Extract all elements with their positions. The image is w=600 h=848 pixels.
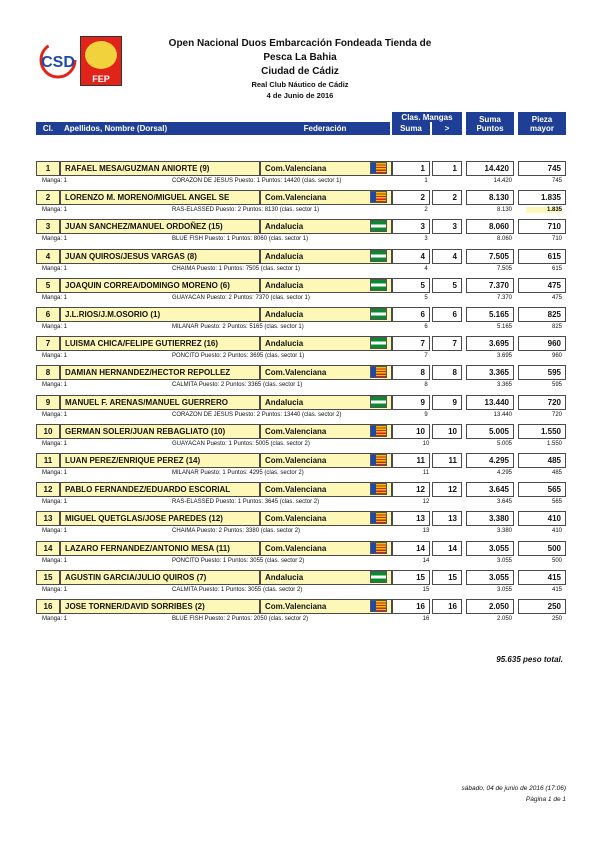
manga-pieza: 1.835 bbox=[526, 207, 562, 213]
manga-detail-row bbox=[36, 410, 568, 423]
manga-detail-row bbox=[36, 468, 568, 481]
suma-cell: 12 bbox=[392, 482, 430, 497]
col-gt: > bbox=[432, 122, 462, 135]
col-clas-mangas: Clas. Mangas bbox=[392, 112, 462, 122]
manga-clas: 16 bbox=[422, 616, 430, 622]
table-row bbox=[36, 190, 568, 205]
manga-detail-row bbox=[36, 264, 568, 277]
andalucia-flag-icon bbox=[370, 220, 387, 232]
manga-puntos: 7.370 bbox=[496, 295, 512, 301]
manga-detail: CORAZON DE JESUS Puesto: 2 Puntos: 13440 (clas. sector 2) bbox=[172, 412, 342, 418]
manga-detail-row bbox=[36, 439, 568, 452]
manga-detail: MILANAR Puesto: 2 Puntos: 5165 (clas. sector 1) bbox=[172, 324, 304, 330]
rank-cell: 5 bbox=[36, 278, 60, 293]
table-row bbox=[36, 249, 568, 264]
pieza-cell: 1.835 bbox=[518, 190, 566, 205]
federation-cell: Com.Valenciana bbox=[260, 161, 392, 176]
pieza-cell: 720 bbox=[518, 395, 566, 410]
manga-pieza: 720 bbox=[551, 412, 562, 418]
federation-cell: Com.Valenciana bbox=[260, 482, 392, 497]
manga-detail-row bbox=[36, 293, 568, 306]
federation-cell: Andalucia bbox=[260, 278, 392, 293]
pieza-cell: 485 bbox=[518, 453, 566, 468]
puntos-cell: 3.645 bbox=[466, 482, 514, 497]
manga-clas: 13 bbox=[422, 528, 430, 534]
puntos-cell: 3.695 bbox=[466, 336, 514, 351]
manga-pieza: 250 bbox=[551, 616, 562, 622]
federation-cell: Andalucia bbox=[260, 336, 392, 351]
pieza-cell: 1.550 bbox=[518, 424, 566, 439]
manga-detail: CHAIMA Puesto: 2 Puntos: 3380 (clas. sector 2) bbox=[172, 528, 301, 534]
manga-puntos: 4.295 bbox=[496, 470, 512, 476]
puntos-cell: 8.130 bbox=[466, 190, 514, 205]
table-row bbox=[36, 307, 568, 322]
name-cell: JUAN QUIROS/JESUS VARGAS (8) bbox=[60, 249, 260, 264]
suma-cell: 2 bbox=[392, 190, 430, 205]
rank-cell: 10 bbox=[36, 424, 60, 439]
manga-puntos: 3.695 bbox=[496, 353, 512, 359]
title-line-1: Open Nacional Duos Embarcación Fondeada Tienda de bbox=[168, 38, 432, 49]
title-line-3: Ciudad de Cádiz bbox=[261, 66, 339, 77]
manga-label: Manga: 1 bbox=[42, 616, 68, 622]
manga-puntos: 3.380 bbox=[496, 528, 512, 534]
name-cell: JOAQUIN CORREA/DOMINGO MORENO (6) bbox=[60, 278, 260, 293]
valencia-flag-icon bbox=[370, 542, 387, 554]
col-suma-puntos: Suma Puntos bbox=[466, 112, 514, 135]
puntos-cell: 7.370 bbox=[466, 278, 514, 293]
document-header bbox=[140, 37, 460, 101]
gt-cell: 3 bbox=[432, 219, 462, 234]
pieza-cell: 250 bbox=[518, 599, 566, 614]
manga-detail: BLUE FISH Puesto: 1 Puntos: 8060 (clas. sector 1) bbox=[172, 236, 309, 242]
pieza-cell: 410 bbox=[518, 511, 566, 526]
puntos-cell: 3.055 bbox=[466, 541, 514, 556]
manga-clas: 11 bbox=[422, 470, 430, 476]
federation-cell: Andalucia bbox=[260, 307, 392, 322]
manga-label: Manga: 1 bbox=[42, 207, 68, 213]
manga-detail: MILANAR Puesto: 1 Puntos: 4295 (clas. sector 2) bbox=[172, 470, 304, 476]
col-suma: Suma bbox=[392, 122, 430, 135]
federation-cell: Com.Valenciana bbox=[260, 541, 392, 556]
manga-pieza: 595 bbox=[551, 382, 562, 388]
name-cell: LUAN PEREZ/ENRIQUE PEREZ (14) bbox=[60, 453, 260, 468]
manga-clas: 3 bbox=[424, 236, 428, 242]
manga-label: Manga: 1 bbox=[42, 324, 68, 330]
puntos-cell: 14.420 bbox=[466, 161, 514, 176]
suma-cell: 7 bbox=[392, 336, 430, 351]
table-row bbox=[36, 219, 568, 234]
manga-detail: CALMITA Puesto: 1 Puntos: 3055 (clas. sector 2) bbox=[172, 587, 303, 593]
federation-cell: Com.Valenciana bbox=[260, 424, 392, 439]
puntos-cell: 7.505 bbox=[466, 249, 514, 264]
manga-detail: RAS-ELASSED Puesto: 1 Puntos: 3645 (clas. sector 2) bbox=[172, 499, 320, 505]
table-row bbox=[36, 424, 568, 439]
manga-detail: CHAIMA Puesto: 1 Puntos: 7505 (clas. sector 1) bbox=[172, 266, 301, 272]
manga-detail-row bbox=[36, 380, 568, 393]
manga-puntos: 8.130 bbox=[496, 207, 512, 213]
manga-detail-row bbox=[36, 176, 568, 189]
gt-cell: 7 bbox=[432, 336, 462, 351]
manga-pieza: 615 bbox=[551, 266, 562, 272]
name-cell: RAFAEL MESA/GUZMAN ANIORTE (9) bbox=[60, 161, 260, 176]
federation-cell: Andalucia bbox=[260, 219, 392, 234]
gt-cell: 10 bbox=[432, 424, 462, 439]
logos bbox=[36, 36, 122, 86]
rank-cell: 12 bbox=[36, 482, 60, 497]
table-row bbox=[36, 365, 568, 380]
col-name: Apellidos, Nombre (Dorsal) bbox=[60, 122, 260, 135]
manga-puntos: 5.005 bbox=[496, 441, 512, 447]
suma-cell: 10 bbox=[392, 424, 430, 439]
csd-logo bbox=[36, 40, 80, 84]
federation-cell: Com.Valenciana bbox=[260, 365, 392, 380]
suma-cell: 1 bbox=[392, 161, 430, 176]
manga-detail: GUAYACAN Puesto: 1 Puntos: 5005 (clas. sector 2) bbox=[172, 441, 310, 447]
suma-cell: 16 bbox=[392, 599, 430, 614]
name-cell: JOSE TORNER/DAVID SORRIBES (2) bbox=[60, 599, 260, 614]
manga-puntos: 13.440 bbox=[493, 412, 512, 418]
manga-pieza: 745 bbox=[551, 178, 562, 184]
manga-clas: 10 bbox=[422, 441, 430, 447]
valencia-flag-icon bbox=[370, 162, 387, 174]
name-cell: GERMAN SOLER/JUAN REBAGLIATO (10) bbox=[60, 424, 260, 439]
gt-cell: 8 bbox=[432, 365, 462, 380]
name-cell: DAMIAN HERNANDEZ/HECTOR REPOLLEZ bbox=[60, 365, 260, 380]
manga-detail: CORAZON DE JESUS Puesto: 1 Puntos: 14420 (clas. sector 1) bbox=[172, 178, 342, 184]
gt-cell: 14 bbox=[432, 541, 462, 556]
rank-cell: 16 bbox=[36, 599, 60, 614]
table-row bbox=[36, 453, 568, 468]
puntos-cell: 3.365 bbox=[466, 365, 514, 380]
manga-label: Manga: 1 bbox=[42, 441, 68, 447]
manga-detail-row bbox=[36, 351, 568, 364]
manga-label: Manga: 1 bbox=[42, 266, 68, 272]
gt-cell: 4 bbox=[432, 249, 462, 264]
federation-cell: Com.Valenciana bbox=[260, 599, 392, 614]
table-row bbox=[36, 570, 568, 585]
table-row bbox=[36, 511, 568, 526]
manga-clas: 6 bbox=[424, 324, 428, 330]
manga-label: Manga: 1 bbox=[42, 558, 68, 564]
andalucia-flag-icon bbox=[370, 337, 387, 349]
footer-datetime: sábado, 04 de junio de 2016 (17:06) bbox=[461, 785, 566, 792]
pieza-cell: 745 bbox=[518, 161, 566, 176]
manga-detail-row bbox=[36, 585, 568, 598]
fish-icon bbox=[85, 41, 117, 69]
rank-cell: 7 bbox=[36, 336, 60, 351]
manga-clas: 9 bbox=[424, 412, 428, 418]
manga-detail: CALMITA Puesto: 2 Puntos: 3365 (clas. sector 1) bbox=[172, 382, 303, 388]
valencia-flag-icon bbox=[370, 454, 387, 466]
puntos-cell: 13.440 bbox=[466, 395, 514, 410]
federation-cell: Com.Valenciana bbox=[260, 453, 392, 468]
manga-pieza: 825 bbox=[551, 324, 562, 330]
suma-cell: 8 bbox=[392, 365, 430, 380]
gt-cell: 12 bbox=[432, 482, 462, 497]
gt-cell: 9 bbox=[432, 395, 462, 410]
table-row bbox=[36, 599, 568, 614]
manga-clas: 2 bbox=[424, 207, 428, 213]
puntos-cell: 3.055 bbox=[466, 570, 514, 585]
suma-cell: 14 bbox=[392, 541, 430, 556]
rank-cell: 8 bbox=[36, 365, 60, 380]
federation-cell: Com.Valenciana bbox=[260, 190, 392, 205]
puntos-cell: 2.050 bbox=[466, 599, 514, 614]
name-cell: LUISMA CHICA/FELIPE GUTIERREZ (16) bbox=[60, 336, 260, 351]
rank-cell: 13 bbox=[36, 511, 60, 526]
manga-clas: 7 bbox=[424, 353, 428, 359]
puntos-cell: 3.380 bbox=[466, 511, 514, 526]
name-cell: JUAN SANCHEZ/MANUEL ORDOÑEZ (15) bbox=[60, 219, 260, 234]
table-row bbox=[36, 541, 568, 556]
name-cell: AGUSTIN GARCIA/JULIO QUIROS (7) bbox=[60, 570, 260, 585]
federation-cell: Andalucia bbox=[260, 395, 392, 410]
manga-detail: GUAYACAN Puesto: 2 Puntos: 7370 (clas. sector 1) bbox=[172, 295, 310, 301]
manga-label: Manga: 1 bbox=[42, 236, 68, 242]
manga-detail-row bbox=[36, 526, 568, 539]
manga-pieza: 1.550 bbox=[546, 441, 562, 447]
puntos-cell: 4.295 bbox=[466, 453, 514, 468]
name-cell: MANUEL F. ARENAS/MANUEL GUERRERO bbox=[60, 395, 260, 410]
rank-cell: 14 bbox=[36, 541, 60, 556]
manga-pieza: 565 bbox=[551, 499, 562, 505]
fep-logo bbox=[80, 36, 122, 86]
pieza-cell: 500 bbox=[518, 541, 566, 556]
gt-cell: 6 bbox=[432, 307, 462, 322]
manga-clas: 12 bbox=[422, 499, 430, 505]
pieza-cell: 415 bbox=[518, 570, 566, 585]
manga-clas: 5 bbox=[424, 295, 428, 301]
andalucia-flag-icon bbox=[370, 571, 387, 583]
manga-pieza: 485 bbox=[551, 470, 562, 476]
andalucia-flag-icon bbox=[370, 308, 387, 320]
rank-cell: 1 bbox=[36, 161, 60, 176]
manga-detail-row bbox=[36, 556, 568, 569]
table-row bbox=[36, 278, 568, 293]
gt-cell: 13 bbox=[432, 511, 462, 526]
manga-pieza: 500 bbox=[551, 558, 562, 564]
manga-pieza: 960 bbox=[551, 353, 562, 359]
manga-clas: 4 bbox=[424, 266, 428, 272]
valencia-flag-icon bbox=[370, 483, 387, 495]
csd-logo-text: CSD bbox=[41, 54, 75, 71]
rank-cell: 2 bbox=[36, 190, 60, 205]
manga-label: Manga: 1 bbox=[42, 295, 68, 301]
valencia-flag-icon bbox=[370, 191, 387, 203]
pieza-cell: 615 bbox=[518, 249, 566, 264]
manga-label: Manga: 1 bbox=[42, 382, 68, 388]
valencia-flag-icon bbox=[370, 600, 387, 612]
gt-cell: 5 bbox=[432, 278, 462, 293]
valencia-flag-icon bbox=[370, 512, 387, 524]
andalucia-flag-icon bbox=[370, 279, 387, 291]
manga-puntos: 2.050 bbox=[496, 616, 512, 622]
name-cell: J.L.RIOS/J.M.OSORIO (1) bbox=[60, 307, 260, 322]
fep-logo-text: FEP bbox=[92, 74, 110, 84]
table-row bbox=[36, 161, 568, 176]
manga-label: Manga: 1 bbox=[42, 587, 68, 593]
manga-label: Manga: 1 bbox=[42, 412, 68, 418]
title-line-2: Pesca La Bahia bbox=[263, 52, 337, 63]
name-cell: MIGUEL QUETGLAS/JOSE PAREDES (12) bbox=[60, 511, 260, 526]
gt-cell: 15 bbox=[432, 570, 462, 585]
footer-page: Página 1 de 1 bbox=[525, 796, 566, 803]
suma-cell: 4 bbox=[392, 249, 430, 264]
manga-pieza: 475 bbox=[551, 295, 562, 301]
manga-puntos: 8.060 bbox=[496, 236, 512, 242]
total-weight: 95.635 peso total. bbox=[496, 655, 563, 664]
manga-detail-row bbox=[36, 205, 568, 218]
rank-cell: 11 bbox=[36, 453, 60, 468]
suma-cell: 13 bbox=[392, 511, 430, 526]
col-pieza-mayor: Pieza mayor bbox=[518, 112, 566, 135]
suma-cell: 11 bbox=[392, 453, 430, 468]
rank-cell: 4 bbox=[36, 249, 60, 264]
manga-label: Manga: 1 bbox=[42, 178, 68, 184]
manga-label: Manga: 1 bbox=[42, 499, 68, 505]
pieza-cell: 825 bbox=[518, 307, 566, 322]
manga-detail-row bbox=[36, 614, 568, 627]
pieza-cell: 475 bbox=[518, 278, 566, 293]
pieza-cell: 595 bbox=[518, 365, 566, 380]
table-row bbox=[36, 336, 568, 351]
manga-puntos: 14.420 bbox=[493, 178, 512, 184]
col-cl: Cl. bbox=[36, 122, 60, 135]
name-cell: LORENZO M. MORENO/MIGUEL ANGEL SE bbox=[60, 190, 260, 205]
rank-cell: 6 bbox=[36, 307, 60, 322]
valencia-flag-icon bbox=[370, 366, 387, 378]
pieza-cell: 960 bbox=[518, 336, 566, 351]
puntos-cell: 5.005 bbox=[466, 424, 514, 439]
name-cell: PABLO FERNANDEZ/EDUARDO ESCORIAL bbox=[60, 482, 260, 497]
manga-puntos: 3.365 bbox=[496, 382, 512, 388]
gt-cell: 1 bbox=[432, 161, 462, 176]
col-federacion: Federación bbox=[260, 122, 390, 135]
suma-cell: 5 bbox=[392, 278, 430, 293]
manga-detail-row bbox=[36, 497, 568, 510]
manga-pieza: 415 bbox=[551, 587, 562, 593]
andalucia-flag-icon bbox=[370, 396, 387, 408]
federation-cell: Andalucia bbox=[260, 249, 392, 264]
federation-cell: Com.Valenciana bbox=[260, 511, 392, 526]
manga-puntos: 7.505 bbox=[496, 266, 512, 272]
pieza-cell: 565 bbox=[518, 482, 566, 497]
manga-detail: PONCITO Puesto: 1 Puntos: 3055 (clas. sector 2) bbox=[172, 558, 305, 564]
puntos-cell: 8.060 bbox=[466, 219, 514, 234]
suma-cell: 3 bbox=[392, 219, 430, 234]
manga-pieza: 710 bbox=[551, 236, 562, 242]
gt-cell: 16 bbox=[432, 599, 462, 614]
manga-puntos: 3.645 bbox=[496, 499, 512, 505]
name-cell: LAZARO FERNANDEZ/ANTONIO MESA (11) bbox=[60, 541, 260, 556]
manga-pieza: 410 bbox=[551, 528, 562, 534]
manga-detail: BLUE FISH Puesto: 2 Puntos: 2050 (clas. sector 2) bbox=[172, 616, 309, 622]
club-name: Real Club Náutico de Cádiz bbox=[251, 80, 349, 89]
manga-puntos: 3.055 bbox=[496, 587, 512, 593]
manga-detail: RAS-ELASSED Puesto: 2 Puntos: 8130 (clas. sector 1) bbox=[172, 207, 320, 213]
manga-label: Manga: 1 bbox=[42, 528, 68, 534]
table-row bbox=[36, 482, 568, 497]
andalucia-flag-icon bbox=[370, 250, 387, 262]
event-date: 4 de Junio de 2016 bbox=[266, 91, 334, 100]
suma-cell: 15 bbox=[392, 570, 430, 585]
rank-cell: 15 bbox=[36, 570, 60, 585]
rank-cell: 9 bbox=[36, 395, 60, 410]
valencia-flag-icon bbox=[370, 425, 387, 437]
manga-clas: 14 bbox=[422, 558, 430, 564]
manga-label: Manga: 1 bbox=[42, 470, 68, 476]
manga-clas: 15 bbox=[422, 587, 430, 593]
rank-cell: 3 bbox=[36, 219, 60, 234]
puntos-cell: 5.165 bbox=[466, 307, 514, 322]
manga-clas: 8 bbox=[424, 382, 428, 388]
manga-detail: PONCITO Puesto: 2 Puntos: 3695 (clas. sector 1) bbox=[172, 353, 305, 359]
manga-puntos: 5.165 bbox=[496, 324, 512, 330]
gt-cell: 2 bbox=[432, 190, 462, 205]
manga-detail-row bbox=[36, 234, 568, 247]
table-row bbox=[36, 395, 568, 410]
federation-cell: Andalucia bbox=[260, 570, 392, 585]
suma-cell: 9 bbox=[392, 395, 430, 410]
suma-cell: 6 bbox=[392, 307, 430, 322]
manga-label: Manga: 1 bbox=[42, 353, 68, 359]
manga-puntos: 3.055 bbox=[496, 558, 512, 564]
manga-detail-row bbox=[36, 322, 568, 335]
pieza-cell: 710 bbox=[518, 219, 566, 234]
manga-clas: 1 bbox=[424, 178, 428, 184]
gt-cell: 11 bbox=[432, 453, 462, 468]
